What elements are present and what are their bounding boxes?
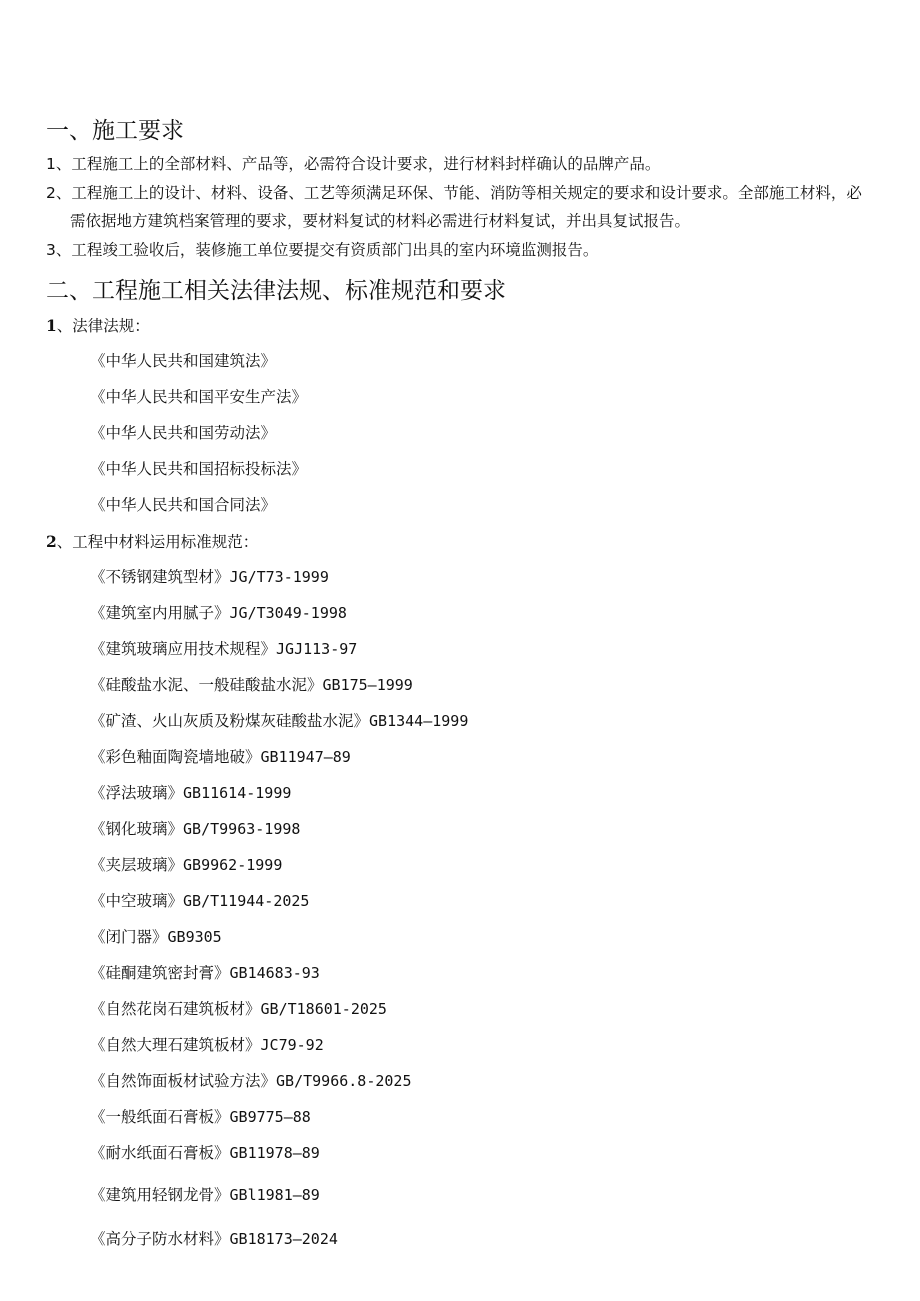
law-item: 《中华人民共和国劳动法》 <box>90 424 277 442</box>
subsection-title: 、法律法规： <box>56 317 150 335</box>
subsection-heading-material-standards <box>46 529 258 555</box>
section-heading-laws-and-standards: 二、工程施工相关法律法规、标准规范和要求 <box>46 278 506 304</box>
standard-item: 《建筑玻璃应用技术规程》JGJ113-97 <box>90 640 358 658</box>
subsection-number: 2 <box>46 532 57 551</box>
requirement-paragraph: 1、工程施工上的全部材料、产品等，必需符合设计要求，进行材料封样确认的品牌产品。 <box>46 155 661 173</box>
standard-item: 《夹层玻璃》GB9962-1999 <box>90 856 283 874</box>
law-item: 《中华人民共和国平安生产法》 <box>90 388 308 406</box>
law-item: 《中华人民共和国招标投标法》 <box>90 460 308 478</box>
standard-item: 《矿渣、火山灰质及粉煤灰硅酸盐水泥》GB1344—1999 <box>90 712 469 730</box>
law-item: 《中华人民共和国建筑法》 <box>90 352 277 370</box>
standard-item: 《高分子防水材料》GB18173—2024 <box>90 1230 338 1248</box>
standard-item: 《钢化玻璃》GB/T9963-1998 <box>90 820 301 838</box>
standard-item: 《硅酸盐水泥、一般硅酸盐水泥》GB175—1999 <box>90 676 413 694</box>
subsection-title: 、工程中材料运用标准规范： <box>56 533 259 551</box>
standard-item: 《自然花岗石建筑板材》GB/T18601-2025 <box>90 1000 387 1018</box>
standard-item: 《自然饰面板材试验方法》GB/T9966.8-2025 <box>90 1072 412 1090</box>
standard-item: 《不锈钢建筑型材》JG/T73-1999 <box>90 568 329 586</box>
standard-item: 《自然大理石建筑板材》JC79-92 <box>90 1036 324 1054</box>
standard-item: 《建筑用轻钢龙骨》GBl1981—89 <box>90 1186 320 1204</box>
subsection-heading-laws <box>46 313 150 339</box>
requirement-paragraph: 2、工程施工上的设计、材料、设备、工艺等须满足环保、节能、消防等相关规定的要求和设计要求。全部施工材料，必需依据地方建筑档案管理的要求，要材料复试的材料必需进行材料复试，并出具复试报告。 <box>46 184 862 230</box>
standard-item: 《建筑室内用腻子》JG/T3049-1998 <box>90 604 347 622</box>
section-heading-construction-requirements: 一、施工要求 <box>46 118 184 144</box>
law-item: 《中华人民共和国合同法》 <box>90 496 277 514</box>
standard-item: 《闭门器》GB9305 <box>90 928 222 946</box>
subsection-number: 1 <box>46 316 57 335</box>
standard-item: 《中空玻璃》GB/T11944-2025 <box>90 892 310 910</box>
standard-item: 《彩色釉面陶瓷墙地破》GB11947—89 <box>90 748 351 766</box>
standard-item: 《耐水纸面石膏板》GB11978—89 <box>90 1144 320 1162</box>
standard-item: 《一般纸面石膏板》GB9775—88 <box>90 1108 311 1126</box>
standard-item: 《浮法玻璃》GB11614-1999 <box>90 784 292 802</box>
requirement-paragraph: 3、工程竣工验收后，装修施工单位要提交有资质部门出具的室内环境监测报告。 <box>46 241 599 259</box>
standard-item: 《硅酮建筑密封膏》GB14683-93 <box>90 964 320 982</box>
